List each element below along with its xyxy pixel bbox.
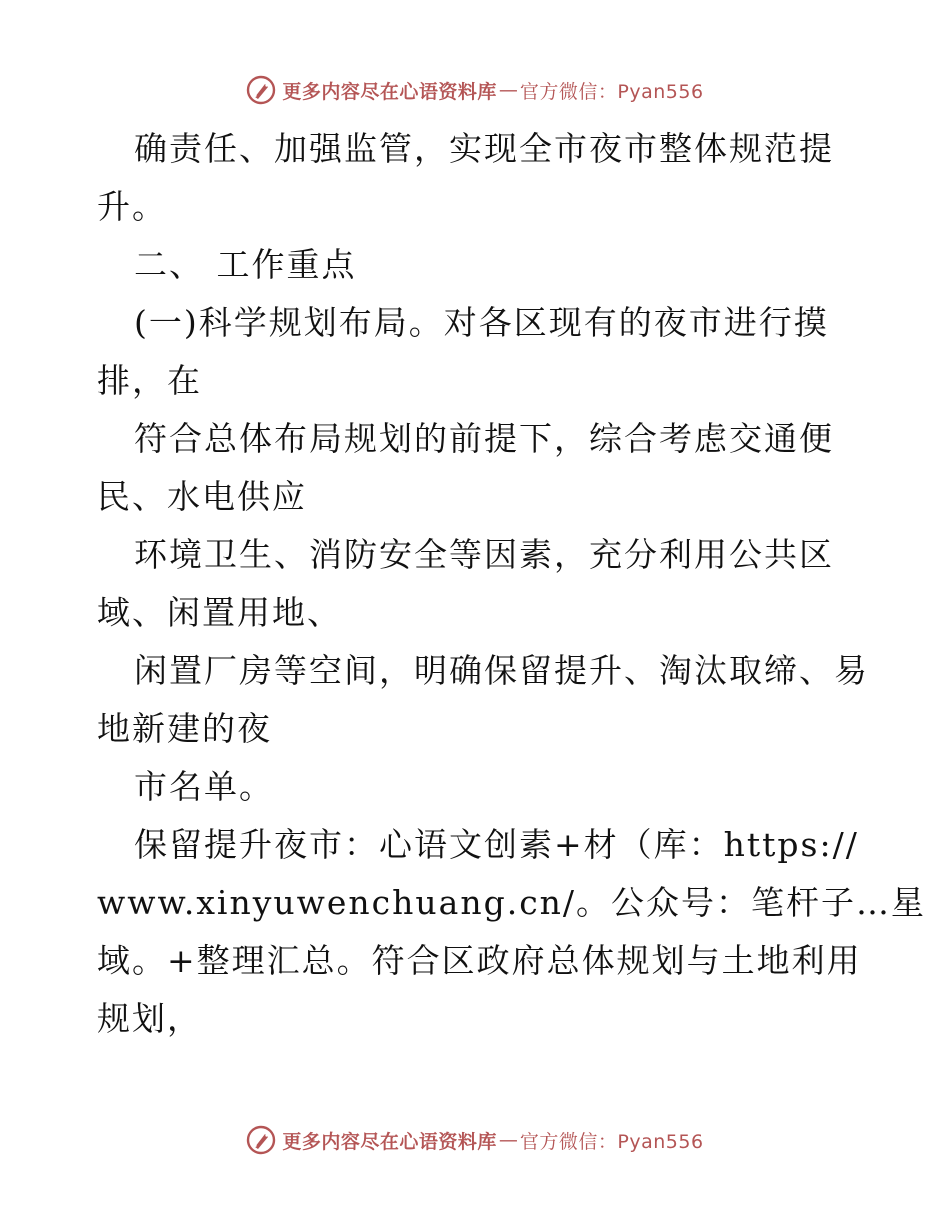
body-line: 闲置厂房等空间，明确保留提升、淘汰取缔、易 xyxy=(134,651,869,690)
body-line: 地新建的夜 xyxy=(97,709,272,748)
body-line: 规划， xyxy=(97,999,202,1038)
banner-contact: 官方微信：Pyan556 xyxy=(519,1130,704,1153)
pen-nib-logo-icon xyxy=(246,1125,276,1155)
banner-contact: 官方微信：Pyan556 xyxy=(519,80,704,103)
body-line: 升。 xyxy=(97,187,167,226)
body-line: www.xinyuwenchuang.cn/。公众号：笔杆子…星 xyxy=(97,883,927,922)
banner-dash: — xyxy=(498,79,518,101)
section-heading: 二、 工作重点 xyxy=(134,245,357,284)
header-banner xyxy=(0,70,950,110)
body-line: 确责任、加强监管，实现全市夜市整体规范提 xyxy=(134,129,834,168)
banner-brand: 更多内容尽在心语资料库 xyxy=(282,80,497,103)
body-line: 保留提升夜市：心语文创素+材（库：https:// xyxy=(134,825,859,864)
body-line: 域、闲置用地、 xyxy=(97,593,342,632)
banner-brand: 更多内容尽在心语资料库 xyxy=(282,1130,497,1153)
body-line: 民、水电供应 xyxy=(97,477,307,516)
body-line: 符合总体布局规划的前提下，综合考虑交通便 xyxy=(134,419,834,458)
banner-dash: — xyxy=(498,1129,518,1151)
body-line: 市名单。 xyxy=(134,767,274,806)
body-line: 域。+整理汇总。符合区政府总体规划与土地利用 xyxy=(97,941,862,980)
body-text xyxy=(97,120,927,1048)
body-line: 环境卫生、消防安全等因素，充分利用公共区 xyxy=(134,535,834,574)
body-line: 排，在 xyxy=(97,361,202,400)
footer-banner xyxy=(0,1120,950,1160)
body-line: (一)科学规划布局。对各区现有的夜市进行摸 xyxy=(134,303,829,342)
pen-nib-logo-icon xyxy=(246,75,276,105)
